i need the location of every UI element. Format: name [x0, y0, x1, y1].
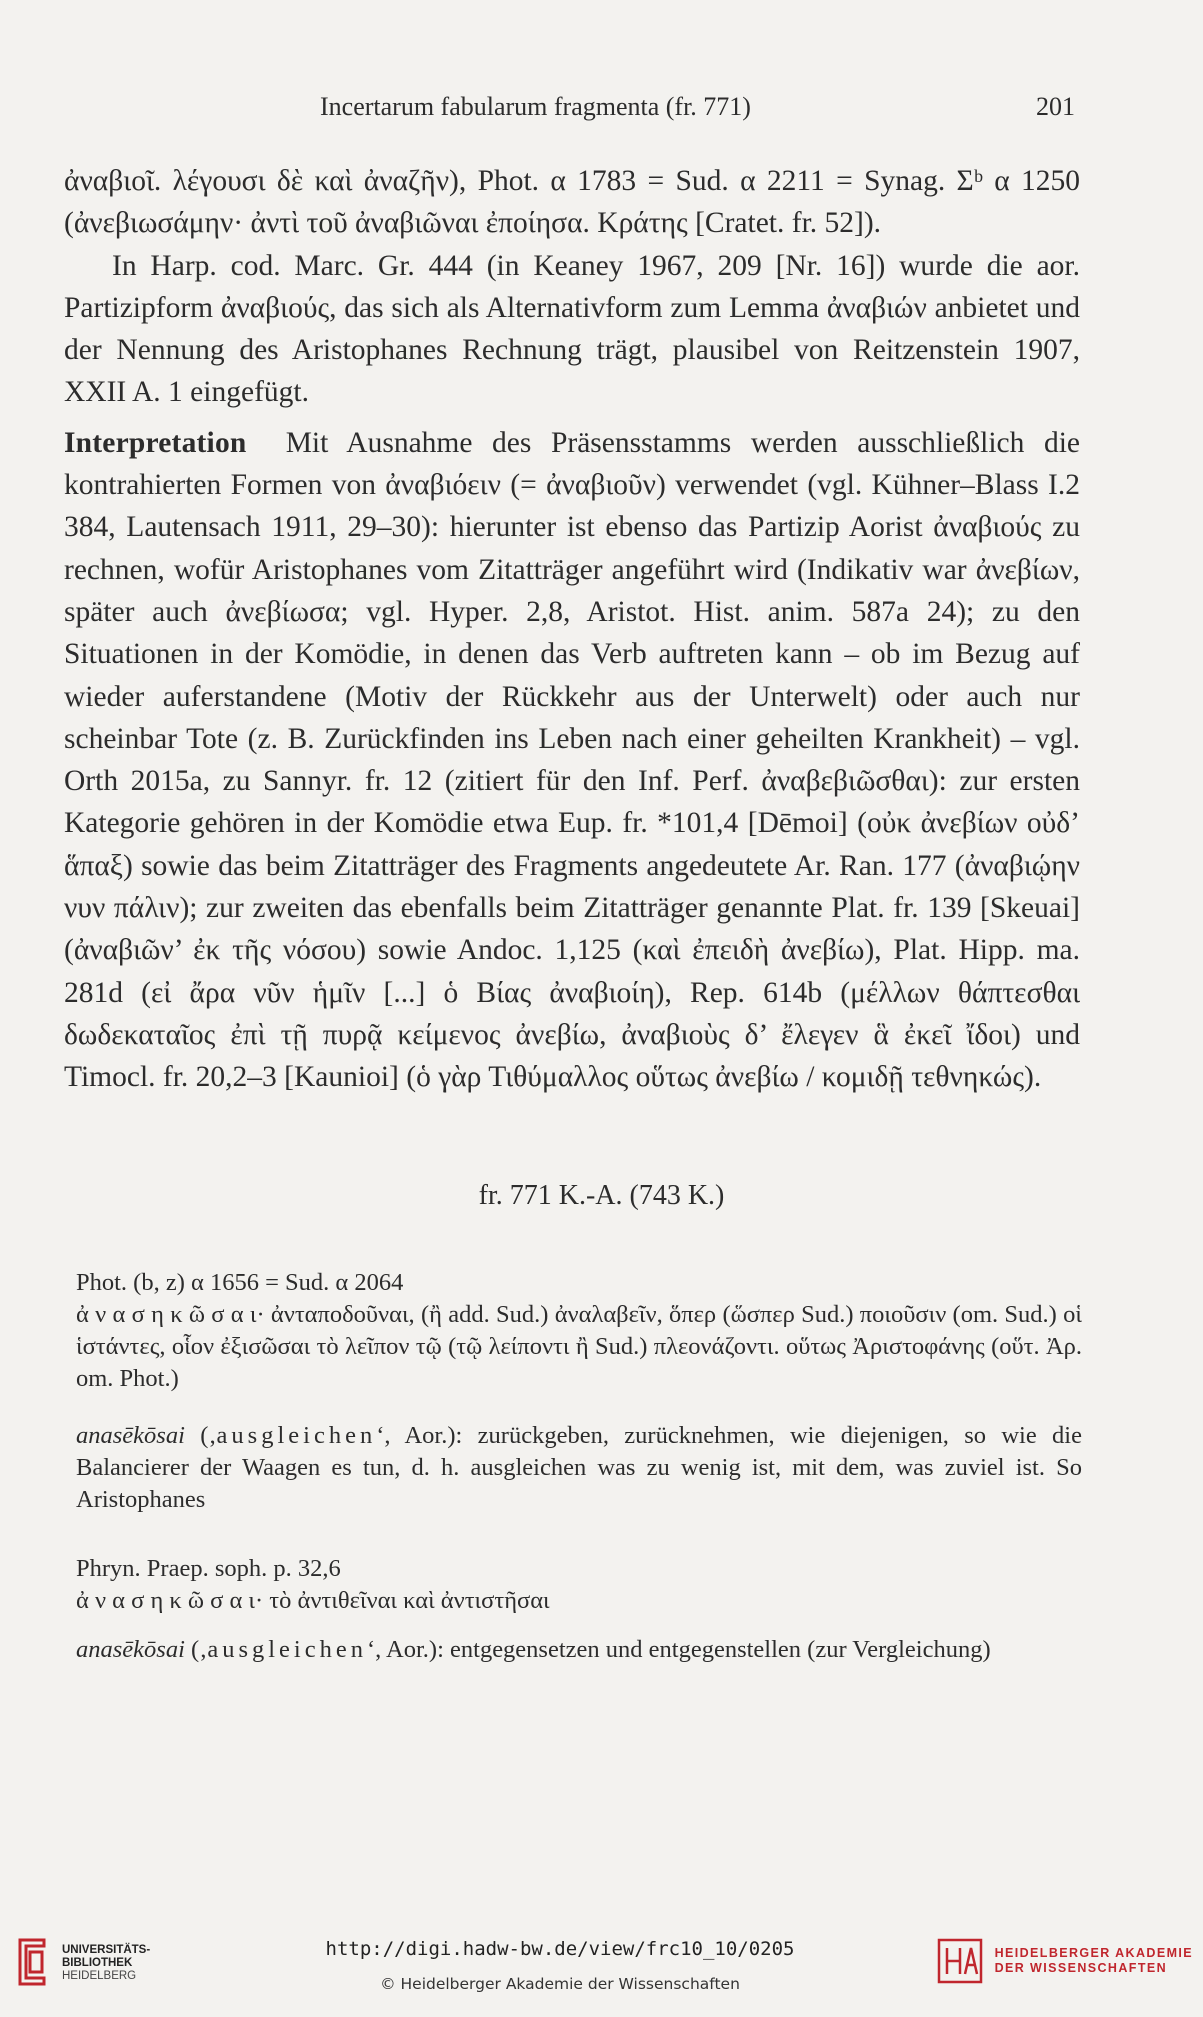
library-name-line: UNIVERSITÄTS- [62, 1944, 151, 1956]
greek-lemma: ἀ ν α σ η κ ῶ σ α ι [76, 1587, 256, 1614]
digitization-footer [0, 1918, 1203, 2017]
translation-text [76, 1634, 1082, 1666]
greek-lemma: ἀ ν α σ η κ ῶ σ α ι [76, 1301, 257, 1328]
running-head [320, 92, 1075, 122]
transliterated-word: anasēkōsai [76, 1636, 185, 1663]
academy-name-line: HEIDELBERGER AKADEMIE [994, 1946, 1193, 1960]
commentary-text [64, 160, 1080, 1099]
library-name-line: HEIDELBERG [62, 1970, 137, 1982]
library-name-line: BIBLIOTHEK [62, 1957, 133, 1969]
copyright-notice: © Heidelberger Akademie der Wissenschaften [380, 1975, 740, 1993]
academy-logo-icon [937, 1938, 983, 1984]
transliterated-word: anasēkōsai [76, 1422, 185, 1449]
academy-logo[interactable] [937, 1938, 1193, 1984]
source-greek [76, 1299, 1082, 1395]
permalink-url[interactable]: http://digi.hadw-bw.de/view/frc10_10/0205 [325, 1938, 795, 1960]
library-name [62, 1944, 150, 1983]
running-head-title: Incertarum fabularum fragmenta (fr. 771) [320, 92, 751, 121]
commentary-paragraph: ἀναβιοῖ. λέγουσι δὲ καὶ ἀναζῆν), Phot. α 1783 = Sud. α 2211 = Synag. Σᵇ α 1250 (ἀνεβιωσάμην· ἀντὶ τοῦ ἀναβιῶναι ἐποίησα. Κράτης [Cratet. fr. 52]). [64, 165, 1080, 240]
source-citation: Phot. (b, z) α 1656 = Sud. α 2064 [76, 1269, 404, 1296]
source-citation: Phryn. Praep. soph. p. 32,6 [76, 1555, 341, 1582]
interpretation-label: Interpretation [64, 426, 247, 459]
gloss-rest: ‘, Aor.): zurückgeben, zurücknehmen, wie diejenigen, so wie die Balancierer der Waagen es tun, d. h. ausgleichen was zu wenig ist, mit dem, was zuviel ist. So Aristophanes [76, 1422, 1082, 1513]
greek-gloss: · τὸ ἀντιθεῖναι καὶ ἀντιστῆσαι [255, 1587, 550, 1614]
library-logo-icon [12, 1936, 52, 1988]
gloss-open: (‚ [184, 1422, 217, 1449]
interpretation-text: Mit Ausnahme des Präsensstamms werden ausschließlich die kontrahierten Formen von ἀναβιόειν (= ἀναβιοῦν) verwendet (vgl. Kühner–Blass I.2 384, Lautensach 1911, 29–30): hierunter ist ebenso das Partizip Aorist ἀναβιούς zu rechnen, wofür Aristophanes vom Zitatträger angeführt wird (Indikativ war ἀνεβίων, später auch ἀνεβίωσα; vgl. Hyper. 2,8, Aristot. Hist. anim. 587a 24); zu den Situationen in der Komödie, in denen das Verb auftreten kann – ob im Bezug auf wieder auferstandene (Motiv der Rückkehr aus der Unterwelt) oder auch nur scheinbar Tote (z. B. Zurückfinden ins Leben nach einer geheilten Krankheit) – vgl. Orth 2015a, zu Sannyr. fr. 12 (zitiert für den Inf. Perf. ἀναβεβιῶσθαι): zur ersten Kategorie gehören in der Komödie etwa Eup. fr. *101,4 [Dēmoi] (οὐκ ἀνεβίων οὐδ’ ἅπαξ) sowie das beim Zitatträger des Fragments angedeutete Ar. Ran. 177 (ἀναβιῴην νυν πάλιν); zur zweiten das ebenfalls beim Zitatträger genannte Plat. fr. 139 [Skeuai] (ἀναβιῶν’ ἐκ τῆς νόσου) sowie Andoc. 1,125 (καὶ ἐπειδὴ ἀνεβίω), Plat. Hipp. ma. 281d (εἰ ἄρα νῦν ἡμῖν [...] ὁ Βίας ἀναβιοίη), Rep. 614b (μέλλων θάπτεσθαι δωδεκαταῖος ἐπὶ τῇ πυρᾷ κείμενος ἀνεβίω, ἀναβιοὺς δ’ ἔλεγεν ἃ ἐκεῖ ἴδοι) und Timocl. fr. 20,2–3 [Kaunioi] (ὁ γὰρ Τιθύμαλλος οὕτως ἀνεβίω / κομιδῇ τεθνηκώς). [64, 426, 1080, 1094]
translation-block-phrynichus [76, 1634, 1082, 1666]
translation-text [76, 1420, 1082, 1516]
interpretation-paragraph [64, 422, 1080, 1099]
source-greek [76, 1585, 1082, 1617]
gloss-word: ausgleichen [207, 1636, 367, 1663]
university-library-logo[interactable] [12, 1936, 150, 1988]
translation-block-photius [76, 1420, 1082, 1516]
academy-name [995, 1946, 1193, 1976]
gloss-open: (‚ [184, 1636, 208, 1663]
fragment-heading: fr. 771 K.-A. (743 K.) [478, 1180, 725, 1211]
page-number: 201 [1036, 92, 1075, 121]
source-block-phrynichus [76, 1553, 1082, 1617]
gloss-word: ausgleichen [216, 1422, 377, 1449]
source-block-photius [76, 1267, 1082, 1395]
academy-name-line: DER WISSENSCHAFTEN [994, 1961, 1168, 1975]
gloss-rest: ‘, Aor.): entgegensetzen und entgegenstellen (zur Vergleichung) [366, 1636, 991, 1663]
commentary-paragraph: In Harp. cod. Marc. Gr. 444 (in Keaney 1967, 209 [Nr. 16]) wurde die aor. Partizipform ἀναβιούς, das sich als Alternativform zum Lemma ἀναβιών anbietet und der Nennung des Aristophanes Rechnung trägt, plausibel von Reitzenstein 1907, XXII A. 1 eingefügt. [64, 249, 1080, 409]
greek-gloss: · ἀνταποδοῦναι, (ἢ add. Sud.) ἀναλαβεῖν, ὅπερ (ὥσπερ Sud.) ποιοῦσιν (om. Sud.) οἱ ἱστάντες, οἷον ἐξισῶσαι τὸ λεῖπον τῷ (τῷ λείποντι ἢ Sud.) πλεονάζοντι. οὕτως Ἀριστοφάνης (οὕτ. Ἀρ. om. Phot.) [76, 1301, 1082, 1392]
